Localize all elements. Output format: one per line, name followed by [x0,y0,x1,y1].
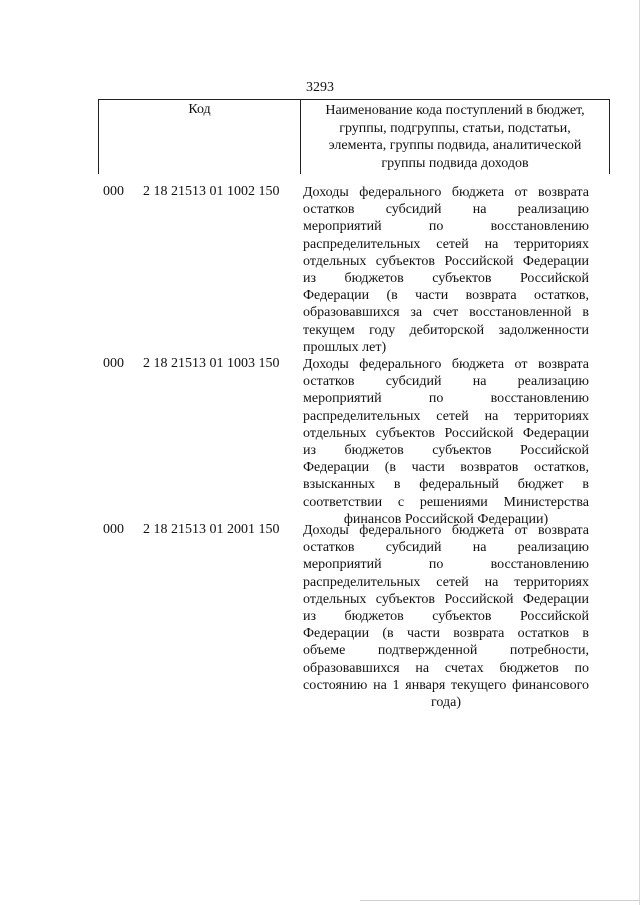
description-line: мероприятий по восстановлению [303,557,589,573]
admin-code: 000 [103,522,124,537]
description-line: Доходы федерального бюджета от возврата [303,185,589,200]
description-line: распределительных сетей на территориях [303,574,589,590]
admin-code: 000 [103,356,124,371]
description-line: взысканных в федеральный бюджет в [303,477,589,493]
admin-code: 000 [103,184,124,199]
description-line: Федерации (в части возврата остатков, [303,288,589,304]
income-description [303,184,589,356]
description-line: из бюджетов субъектов Российской [303,609,589,625]
description-line: распределительных сетей на территориях [303,236,589,252]
description-line: из бюджетов субъектов Российской [303,271,589,287]
description-line: мероприятий по восстановлению [303,391,589,407]
description-line: отдельных субъектов Российской Федерации [303,591,589,607]
table-header [98,99,610,174]
header-name-line: элемента, группы подвида, аналитической [328,138,582,153]
description-line: состоянию на 1 января текущего финансового [303,677,589,693]
description-line: отдельных субъектов Российской Федерации [303,425,589,441]
description-line: остатков субсидий на реализацию [303,374,589,390]
header-code-label: Код [99,100,301,174]
description-line: из бюджетов субъектов Российской [303,443,589,459]
income-description [303,356,589,528]
income-description [303,522,589,711]
description-line: объеме подтвержденной потребности, [303,643,589,659]
description-line: образовавшихся за счет восстановленной в [303,305,589,321]
description-line: года) [431,695,461,711]
description-line: Доходы федерального бюджета от возврата [303,523,589,538]
description-line: остатков субсидий на реализацию [303,540,589,556]
description-line: Федерации (в части возврата остатков в [303,626,589,642]
header-name-line: группы подвида доходов [381,155,529,171]
description-line: текущем году дебиторской задолженности [303,322,589,338]
header-name-label [301,100,609,174]
scan-bottom-edge [360,900,640,901]
description-line: прошлых лет) [303,339,387,355]
description-line: Федерации (в части возвратов остатков, [303,460,589,476]
income-code: 2 18 21513 01 1003 150 [143,356,280,371]
header-name-line: Наименование кода поступлений в бюджет, [325,103,585,118]
description-line: распределительных сетей на территориях [303,408,589,424]
description-line: отдельных субъектов Российской Федерации [303,253,589,269]
description-line: финансов Российской Федерации) [343,511,549,527]
description-line: соответствии с решениями Министерства [303,494,589,510]
income-code: 2 18 21513 01 2001 150 [143,522,280,537]
header-name-line: группы, подгруппы, статьи, подстатьи, [339,120,571,136]
description-line: Доходы федерального бюджета от возврата [303,357,589,372]
income-code: 2 18 21513 01 1002 150 [143,184,280,199]
description-line: остатков субсидий на реализацию [303,202,589,218]
description-line: образовавшихся на счетах бюджетов по [303,660,589,676]
description-line: мероприятий по восстановлению [303,219,589,235]
page-number: 3293 [306,80,334,95]
